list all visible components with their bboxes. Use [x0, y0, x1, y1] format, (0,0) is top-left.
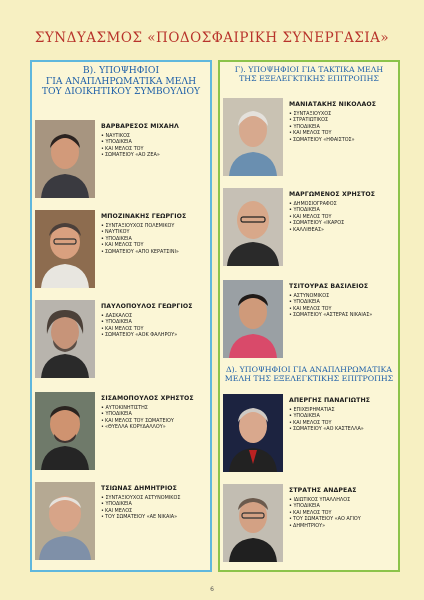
- candidate-details: [289, 111, 399, 143]
- detail-line: • • ΔΗΜΟΣΙΟΓΡΑΦΟΣ: [289, 201, 399, 207]
- candidate-card: [223, 484, 399, 566]
- detail-line: • • ΥΠΟΔΙΚΕΙΑ: [289, 299, 399, 305]
- candidate-card: [35, 392, 211, 474]
- detail-line: • • ΥΠΟΔΙΚΕΙΑ: [101, 139, 211, 145]
- candidate-name: ΑΠΕΡΓΗΣ ΠΑΝΑΓΙΩΤΗΣ: [289, 397, 371, 404]
- candidate-name: ΜΑΡΓΩΜΕΝΟΣ ΧΡΗΣΤΟΣ: [289, 191, 376, 198]
- right-title-line-2: ΤΗΣ ΕΞΕΛΕΓΚΤΙΚΗΣ ΕΠΙΤΡΟΠΗΣ: [239, 73, 379, 83]
- detail-line: • ΤΟΥ ΣΩΜΑΤΕΙΟΥ «ΑΟ ΑΓΙΟΥ: [289, 516, 399, 522]
- right-section-title: [220, 66, 398, 84]
- detail-line: • • ΙΔΙΩΤΙΚΟΣ ΥΠΑΛΛΗΛΟΣ: [289, 497, 399, 503]
- detail-line: • • ΔΑΣΚΑΛΟΣ: [101, 313, 211, 319]
- detail-line: • ΚΑΙ ΜΕΛΟΣ ΤΟΥ ΣΩΜΑΤΕΙΟΥ: [101, 418, 211, 424]
- candidate-photo: [35, 300, 95, 378]
- alternate-board-members-panel: [30, 60, 212, 572]
- left-title-line-1: Β). ΥΠΟΨΗΦΙΟΙ: [82, 65, 160, 76]
- candidate-card: [223, 98, 399, 180]
- candidate-name: ΤΣΙΩΝΑΣ ΔΗΜΗΤΡΙΟΣ: [101, 485, 177, 492]
- candidate-photo: [223, 484, 283, 562]
- candidate-card: [35, 120, 211, 202]
- detail-line: • ΚΑΙ ΜΕΛΟΣ ΤΟΥ: [289, 130, 399, 136]
- right-title-line-1: Γ). ΥΠΟΨΗΦΙΟΙ ΓΙΑ ΤΑΚΤΙΚΑ ΜΕΛΗ: [234, 65, 384, 74]
- detail-line: • • ΥΠΟΔΙΚΕΙΑ: [289, 413, 399, 419]
- detail-line: • • ΥΠΟΔΙΚΕΙΑ: [101, 319, 211, 325]
- left-section-title: [32, 66, 210, 98]
- detail-line: • ΝΑΥΤΙΚΟΥ: [101, 229, 211, 235]
- candidate-card: [35, 482, 211, 564]
- detail-line: • ΚΑΙ ΜΕΛΟΣ ΤΟΥ: [101, 326, 211, 332]
- detail-line: • ΣΩΜΑΤΕΙΟΥ «ΗΦΑΙΣΤΟΣ»: [289, 137, 399, 143]
- detail-line: • • ΝΑΥΤΙΚΟΣ: [101, 133, 211, 139]
- candidate-details: [101, 223, 211, 255]
- candidate-name: ΜΠΟΖΙΝΑΚΗΣ ΓΕΩΡΓΙΟΣ: [101, 213, 187, 220]
- candidate-photo: [223, 188, 283, 266]
- detail-line: • ΣΩΜΑΤΕΙΟΥ «ΑΟ ΖΕΑ»: [101, 152, 211, 158]
- detail-line: • ΣΩΜΑΤΕΙΟΥ «ΑΠΟ ΚΕΡΑΤΣΙΝΙ»: [101, 249, 211, 255]
- alternates-title-line-1: Δ). ΥΠΟΨΗΦΙΟΙ ΓΙΑ ΑΝΑΠΛΗΡΩΜΑΤΙΚΑ: [226, 365, 392, 374]
- detail-line: • ΣΩΜΑΤΕΙΟΥ «ΙΚΑΡΟΣ: [289, 220, 399, 226]
- detail-line: • • ΣΥΝΤΑΞΙΟΥΧΟΣ ΑΣΤΥΝΟΜΙΚΟΣ: [101, 495, 211, 501]
- detail-line: • ΚΑΙ ΜΕΛΟΣ ΤΟΥ: [289, 420, 399, 426]
- candidate-name: ΒΑΡΒΑΡΕΣΟΣ ΜΙΧΑΗΛ: [101, 123, 179, 130]
- detail-line: • • ΣΥΝΤΑΞΙΟΥΧΟΣ: [289, 111, 399, 117]
- left-title-line-2: ΓΙΑ ΑΝΑΠΛΗΡΩΜΑΤΙΚΑ ΜΕΛΗ: [45, 75, 197, 87]
- page-title: ΣΥΝΔΥΑΣΜΟΣ «ΠΟΔΟΣΦΑΙΡΙΚΗ ΣΥΝΕΡΓΑΣΙΑ»: [34, 30, 390, 46]
- candidate-photo: [35, 210, 95, 288]
- candidate-photo: [223, 98, 283, 176]
- detail-line: • • ΥΠΟΔΙΚΕΙΑ: [289, 124, 399, 130]
- detail-line: • ΚΑΙ ΜΕΛΟΣ ΤΟΥ: [289, 214, 399, 220]
- detail-line: • ΚΑΙ ΜΕΛΟΣ ΤΟΥ: [101, 242, 211, 248]
- candidate-card: [35, 210, 211, 292]
- candidate-details: [289, 497, 399, 529]
- candidate-details: [289, 201, 399, 233]
- candidate-photo: [35, 120, 95, 198]
- candidate-card: [223, 394, 399, 476]
- candidate-name: ΤΣΙΤΟΥΡΑΣ ΒΑΣΙΛΕΙΟΣ: [289, 283, 369, 290]
- detail-line: • ΔΗΜΗΤΡΙΟΥ»: [289, 523, 399, 529]
- detail-line: • ΣΩΜΑΤΕΙΟΥ «ΑΟΚ ΦΑΛΗΡΟΥ»: [101, 332, 211, 338]
- candidate-photo: [223, 280, 283, 358]
- detail-line: • • ΥΠΟΔΙΚΕΙΑ: [101, 411, 211, 417]
- detail-line: • ΚΑΙ ΜΕΛΟΣ ΤΟΥ: [289, 510, 399, 516]
- detail-line: • • ΕΠΙΧΕΙΡΗΜΑΤΙΑΣ: [289, 407, 399, 413]
- detail-line: • • ΥΠΟΔΙΚΕΙΑ: [289, 503, 399, 509]
- alternates-title-line-2: ΜΕΛΗ ΤΗΣ ΕΞΕΛΕΓΚΤΙΚΗΣ ΕΠΙΤΡΟΠΗΣ: [224, 373, 394, 383]
- detail-line: • ΣΤΡΑΤΙΩΤΙΚΟΣ: [289, 117, 399, 123]
- candidate-details: [289, 293, 399, 319]
- candidate-name: ΜΑΝΙΑΤΑΚΗΣ ΝΙΚΟΛΑΟΣ: [289, 101, 377, 108]
- candidate-photo: [35, 482, 95, 560]
- detail-line: • ΣΩΜΑΤΕΙΟΥ «ΑΟ ΚΑΣΤΕΛΛΑ»: [289, 426, 399, 432]
- candidate-card: [223, 188, 399, 270]
- candidate-name: ΠΑΥΛΟΠΟΥΛΟΣ ΓΕΩΡΓΙΟΣ: [101, 303, 193, 310]
- candidate-name: ΣΤΡΑΤΗΣ ΑΝΔΡΕΑΣ: [289, 487, 357, 494]
- candidate-name: ΣΙΣΑΜΟΠΟΥΛΟΣ ΧΡΗΣΤΟΣ: [101, 395, 194, 402]
- candidate-details: [101, 133, 211, 159]
- candidate-details: [101, 495, 211, 521]
- detail-line: • ΚΑΙ ΜΕΛΟΣ ΤΟΥ: [289, 306, 399, 312]
- page-number: 6: [210, 586, 214, 593]
- detail-line: • • ΥΠΟΔΙΚΕΙΑ: [101, 501, 211, 507]
- detail-line: • ΤΟΥ ΣΩΜΑΤΕΙΟΥ «ΑΕ ΝΙΚΑΙΑ»: [101, 514, 211, 520]
- candidate-photo: [35, 392, 95, 470]
- candidate-card: [223, 280, 399, 362]
- detail-line: • ΚΑΛΛΙΘΕΑΣ»: [289, 227, 399, 233]
- candidate-details: [101, 405, 211, 431]
- candidate-details: [101, 313, 211, 339]
- candidate-details: [289, 407, 399, 433]
- detail-line: • • ΥΠΟΔΙΚΕΙΑ: [289, 207, 399, 213]
- detail-line: • • ΥΠΟΔΙΚΕΙΑ: [101, 236, 211, 242]
- detail-line: • ΣΩΜΑΤΕΙΟΥ «ΑΣΤΕΡΑΣ ΝΙΚΑΙΑΣ»: [289, 312, 399, 318]
- detail-line: • • ΑΥΤΟΚΙΝΗΤΙΣΤΗΣ: [101, 405, 211, 411]
- candidate-card: [35, 300, 211, 382]
- audit-committee-panel: [218, 60, 400, 572]
- alternates-section-title: [220, 366, 398, 384]
- candidate-photo: [223, 394, 283, 472]
- detail-line: • • ΑΣΤΥΝΟΜΙΚΟΣ: [289, 293, 399, 299]
- left-title-line-3: ΤΟΥ ΔΙΟΙΚΗΤΙΚΟΥ ΣΥΜΒΟΥΛΙΟΥ: [41, 86, 201, 98]
- detail-line: • ΚΑΙ ΜΕΛΟΣ ΤΟΥ: [101, 146, 211, 152]
- detail-line: • ΚΑΙ ΜΕΛΟΣ: [101, 508, 211, 514]
- detail-line: • • ΣΥΝΤΑΞΙΟΥΧΟΣ ΠΟΛΕΜΙΚΟΥ: [101, 223, 211, 229]
- detail-line: • «ΘΥΕΛΛΑ ΚΟΡΥΔΑΛΛΟΥ»: [101, 424, 211, 430]
